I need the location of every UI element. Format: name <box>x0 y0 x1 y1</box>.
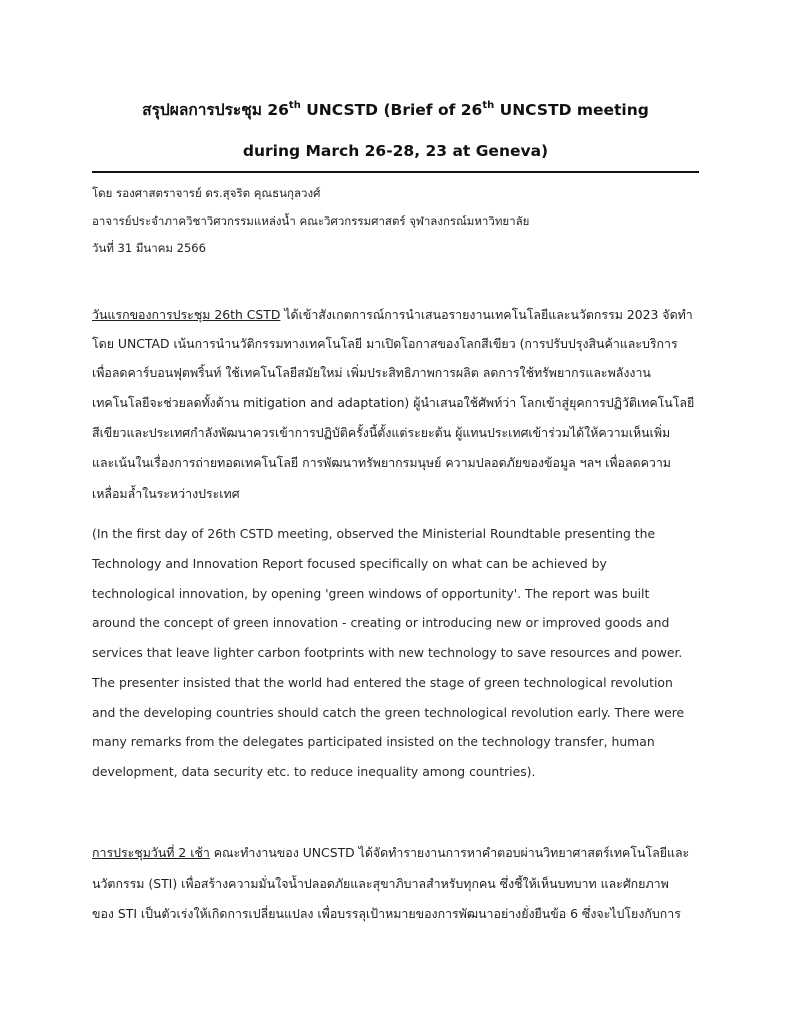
english-paragraph-line: and the developing countries should catch the green technological revolution early. There were <box>92 705 685 720</box>
english-paragraph-line: technological innovation, by opening 'green windows of opportunity'. The report was built <box>92 586 650 601</box>
paragraph-line: สีเขียวและประเทศกำลังพัฒนาควรเข้าการปฏิบัติครั้งนี้ตั้งแต่ระยะต้น ผู้แทนประเทศเข้าร่วมได้ให้ความเห็นเพิ่ม <box>92 425 671 440</box>
english-paragraph-line: many remarks from the delegates participated insisted on the technology transfer, human <box>92 734 655 749</box>
affiliation-line: อาจารย์ประจำภาควิชาวิศวกรรมแหล่งน้ำ คณะวิศวกรรมศาสตร์ จุฬาลงกรณ์มหาวิทยาลัย <box>92 214 530 228</box>
document-title-line-2: during March 26-28, 23 at Geneva) <box>242 142 549 160</box>
paragraph-line <box>92 844 689 863</box>
paragraph-line <box>92 306 693 325</box>
date-line: วันที่ 31 มีนาคม 2566 <box>92 241 206 255</box>
english-paragraph-line: services that leave lighter carbon footprints with new technology to save resources and power. <box>92 645 683 660</box>
paragraph-line: โดย UNCTAD เน้นการนำนวัติกรรมทางเทคโนโลยี มาเปิดโอกาสของโลกสีเขียว (การปรับปรุงสินค้าและบริการ <box>92 336 678 351</box>
title-superscript: th <box>482 100 495 111</box>
english-paragraph-line: Technology and Innovation Report focused specifically on what can be achieved by <box>92 556 607 571</box>
document-title-line-1 <box>92 97 699 122</box>
english-paragraph-line: development, data security etc. to reduce inequality among countries). <box>92 764 536 779</box>
paragraph-line: เพื่อลดคาร์บอนฟุตพริ้นท์ ใช้เทคโนโลยีสมัยใหม่ เพิ่มประสิทธิภาพการผลิต ลดการใช้ทรัพยากรและพลังงาน <box>92 365 651 380</box>
title-superscript: th <box>288 100 301 111</box>
paragraph-text: ได้เข้าสังเกตการณ์การนำเสนอรายงานเทคโนโลยีและนวัตกรรม 2023 จัดทำ <box>280 307 693 322</box>
english-paragraph-line: around the concept of green innovation - creating or introducing new or improved goods and <box>92 615 670 630</box>
paragraph-line: เทคโนโลยีจะช่วยลดทั้งด้าน mitigation and adaptation) ผู้นำเสนอใช้ศัพท์ว่า โลกเข้าสู่ยุคการปฏิวัติเทคโนโลยี <box>92 395 695 410</box>
english-paragraph-line: (In the first day of 26th CSTD meeting, observed the Ministerial Roundtable presenting the <box>92 526 656 541</box>
section-lead-underlined: การประชุมวันที่ 2 เช้า <box>92 845 210 860</box>
english-paragraph-line: The presenter insisted that the world had entered the stage of green technological revolution <box>92 675 673 690</box>
title-divider <box>92 171 699 173</box>
paragraph-text: คณะทำงานของ UNCSTD ได้จัดทำรายงานการหาคำตอบผ่านวิทยาศาสตร์เทคโนโลยีและ <box>209 845 690 860</box>
paragraph-line: และเน้นในเรื่องการถ่ายทอดเทคโนโลยี การพัฒนาทรัพยากรมนุษย์ ความปลอดภัยของข้อมูล ฯลฯ เพื่อลดความ <box>92 455 671 470</box>
title-text-part: UNCSTD meeting <box>494 101 649 119</box>
title-text-part: UNCSTD (Brief of 26 <box>300 101 483 119</box>
paragraph-line: นวัตกรรม (STI) เพื่อสร้างความมั่นใจน้ำปลอดภัยและสุขาภิบาลสำหรับทุกคน ซึ่งชี้ให้เห็นบทบาท และศักยภาพ <box>92 876 669 891</box>
section-lead-underlined: วันแรกของการประชุม 26th CSTD <box>92 307 281 322</box>
author-line: โดย รองศาสตราจารย์ ดร.สุจริต คุณธนกุลวงศ์ <box>92 186 321 200</box>
paragraph-line: เหลื่อมล้ำในระหว่างประเทศ <box>92 486 240 501</box>
title-text-part: สรุปผลการประชุม 26 <box>142 101 289 119</box>
paragraph-line: ของ STI เป็นตัวเร่งให้เกิดการเปลี่ยนแปลง เพื่อบรรลุเป้าหมายของการพัฒนาอย่างยั่งยืนข้อ 6 ซึ่งจะไปโยงกับการ <box>92 906 681 921</box>
